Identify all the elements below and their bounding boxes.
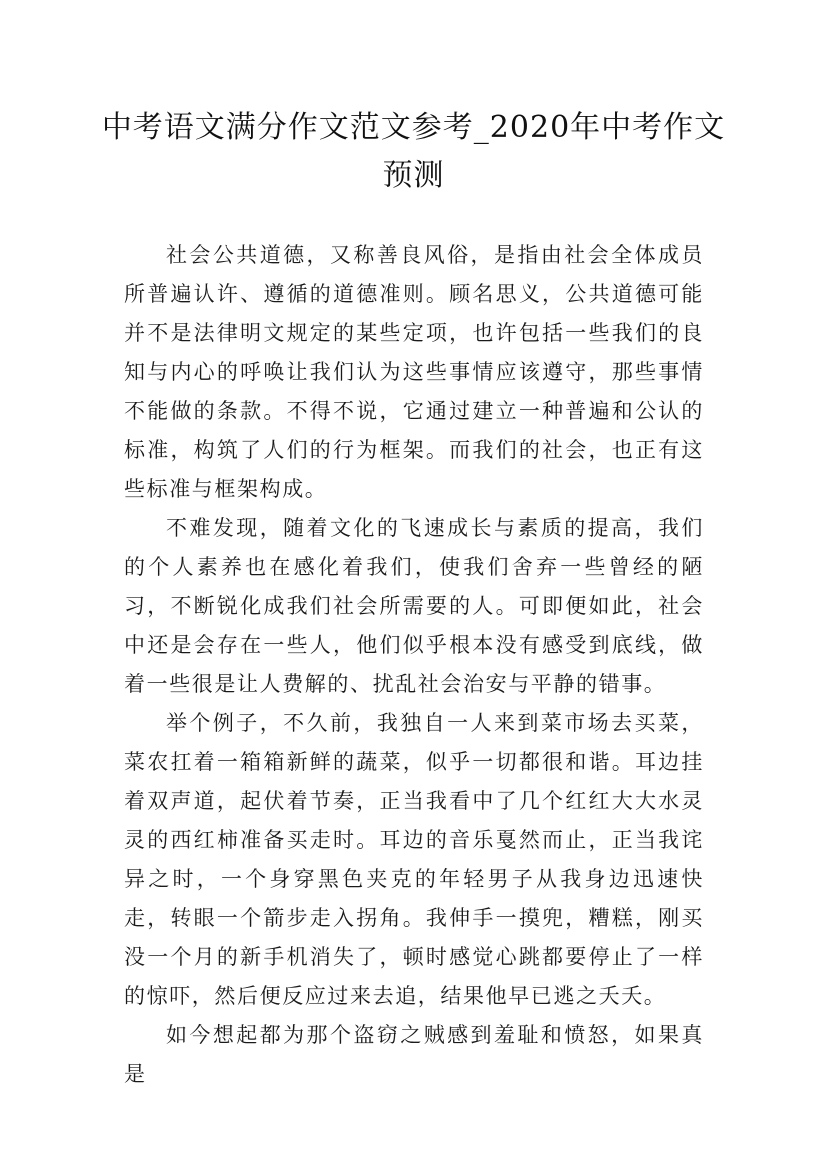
document-body xyxy=(124,236,704,1094)
document-title: 中考语文满分作文范文参考_2020年中考作文预测 xyxy=(101,110,726,193)
paragraph-4: 如今想起都为那个盗窃之贼感到羞耻和愤怒，如果真是 xyxy=(124,1023,704,1086)
paragraph-1: 社会公共道德，又称善良风俗，是指由社会全体成员所普遍认许、遵循的道德准则。顾名思义，公共道德可能并不是法律明文规定的某些定项，也许包括一些我们的良知与内心的呼唤让我们认为这些事情应该遵守，那些事情不能做的条款。不得不说，它通过建立一种普遍和公认的标准，构筑了人们的行为框架。而我们的社会，也正有这些标准与框架构成。 xyxy=(124,243,704,501)
paragraph-3: 举个例子，不久前，我独自一人来到菜市场去买菜，菜农扛着一箱箱新鲜的蔬菜，似乎一切都很和谐。耳边挂着双声道，起伏着节奏，正当我看中了几个红红大大水灵灵的西红柿准备买走时。耳边的音乐戛然而止，正当我诧异之时，一个身穿黑色夹克的年轻男子从我身边迅速快走，转眼一个箭步走入拐角。我伸手一摸兜，糟糕，刚买没一个月的新手机消失了，顿时感觉心跳都要停止了一样的惊吓，然后便反应过来去追，结果他早已逃之夭夭。 xyxy=(124,711,704,1008)
paragraph-2: 不难发现，随着文化的飞速成长与素质的提高，我们的个人素养也在感化着我们，使我们舍弃一些曾经的陋习，不断锐化成我们社会所需要的人。可即便如此，社会中还是会存在一些人，他们似乎根本没有感受到底线，做着一些很是让人费解的、扰乱社会治安与平静的错事。 xyxy=(124,516,704,696)
